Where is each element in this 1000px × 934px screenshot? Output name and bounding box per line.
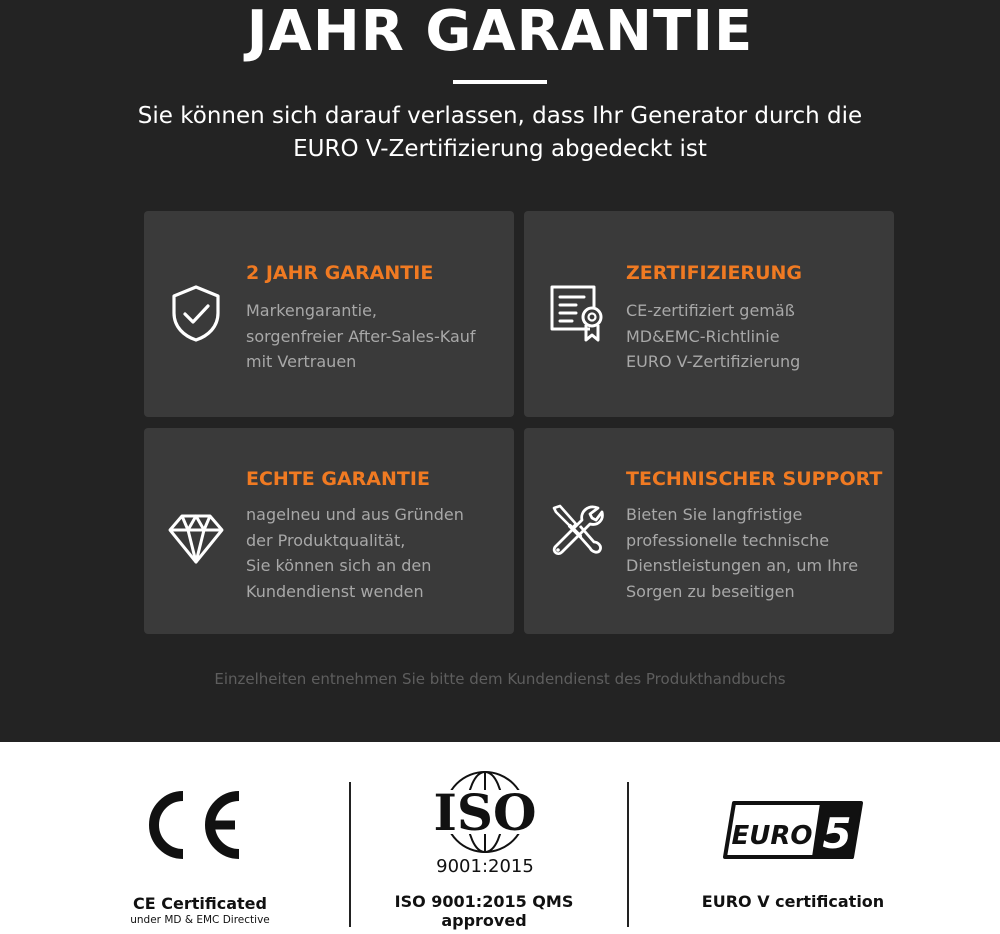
euro5-logo-text: EURO xyxy=(731,821,813,851)
card-title: TECHNISCHER SUPPORT xyxy=(626,468,883,490)
tools-icon xyxy=(546,500,606,560)
card-line: Bieten Sie langfristige xyxy=(626,505,803,524)
euro5-logo-number: 5 xyxy=(822,809,852,858)
card-line: der Produktqualität, xyxy=(246,530,406,550)
ce-logo xyxy=(143,790,245,860)
card-title: 2 JAHR GARANTIE xyxy=(246,262,434,284)
divider xyxy=(349,782,351,927)
card-line: Dienstleistungen an, um Ihre xyxy=(626,556,859,575)
page-title: JAHR GARANTIE xyxy=(246,0,754,64)
card-line: Sorgen zu beseitigen xyxy=(626,581,795,601)
euro5-label: EURO V certification xyxy=(701,892,885,911)
card-description xyxy=(626,298,888,375)
iso-label xyxy=(354,892,614,930)
euro5-logo xyxy=(722,800,864,860)
iso-logo-number: 9001:2015 xyxy=(436,856,534,877)
footnote: Einzelheiten entnehmen Sie bitte dem Kundendienst des Produkthandbuchs xyxy=(214,670,786,688)
card-description xyxy=(246,298,508,375)
card-technischer-support xyxy=(524,428,894,634)
iso-logo-text: ISO xyxy=(433,783,537,842)
card-line: MD&EMC-Richtlinie xyxy=(626,326,780,346)
card-line: Markengarantie, xyxy=(246,301,377,320)
card-line: mit Vertrauen xyxy=(246,352,357,371)
card-line: sorgenfreier After-Sales-Kauf xyxy=(246,326,476,346)
card-line: Kundendienst wenden xyxy=(246,581,424,601)
ce-sublabel: under MD & EMC Directive xyxy=(130,914,270,926)
iso-label-line: approved xyxy=(441,911,527,930)
title-underline xyxy=(453,80,547,84)
card-line: Sie können sich an den xyxy=(246,556,432,575)
iso-logo xyxy=(430,766,540,878)
card-2-jahr-garantie xyxy=(144,211,514,417)
card-line: nagelneu und aus Gründen xyxy=(246,505,464,524)
card-title: ECHTE GARANTIE xyxy=(246,468,430,490)
card-line: professionelle technische xyxy=(626,530,830,550)
shield-check-icon xyxy=(166,283,226,343)
subtitle-line: EURO V-Zertifizierung abgedeckt ist xyxy=(293,136,707,162)
certificate-icon xyxy=(546,283,606,343)
card-title: ZERTIFIZIERUNG xyxy=(626,262,802,284)
diamond-icon xyxy=(166,506,226,566)
subtitle-line: Sie können sich darauf verlassen, dass Ihr Generator durch die xyxy=(137,103,863,129)
card-zertifizierung xyxy=(524,211,894,417)
page-subtitle xyxy=(80,100,920,166)
card-echte-garantie xyxy=(144,428,514,634)
ce-label: CE Certificated xyxy=(133,894,267,913)
card-line: EURO V-Zertifizierung xyxy=(626,352,801,371)
divider xyxy=(627,782,629,927)
card-description xyxy=(626,502,888,604)
card-description xyxy=(246,502,508,604)
iso-label-line: ISO 9001:2015 QMS xyxy=(394,892,574,911)
card-line: CE-zertifiziert gemäß xyxy=(626,301,795,320)
